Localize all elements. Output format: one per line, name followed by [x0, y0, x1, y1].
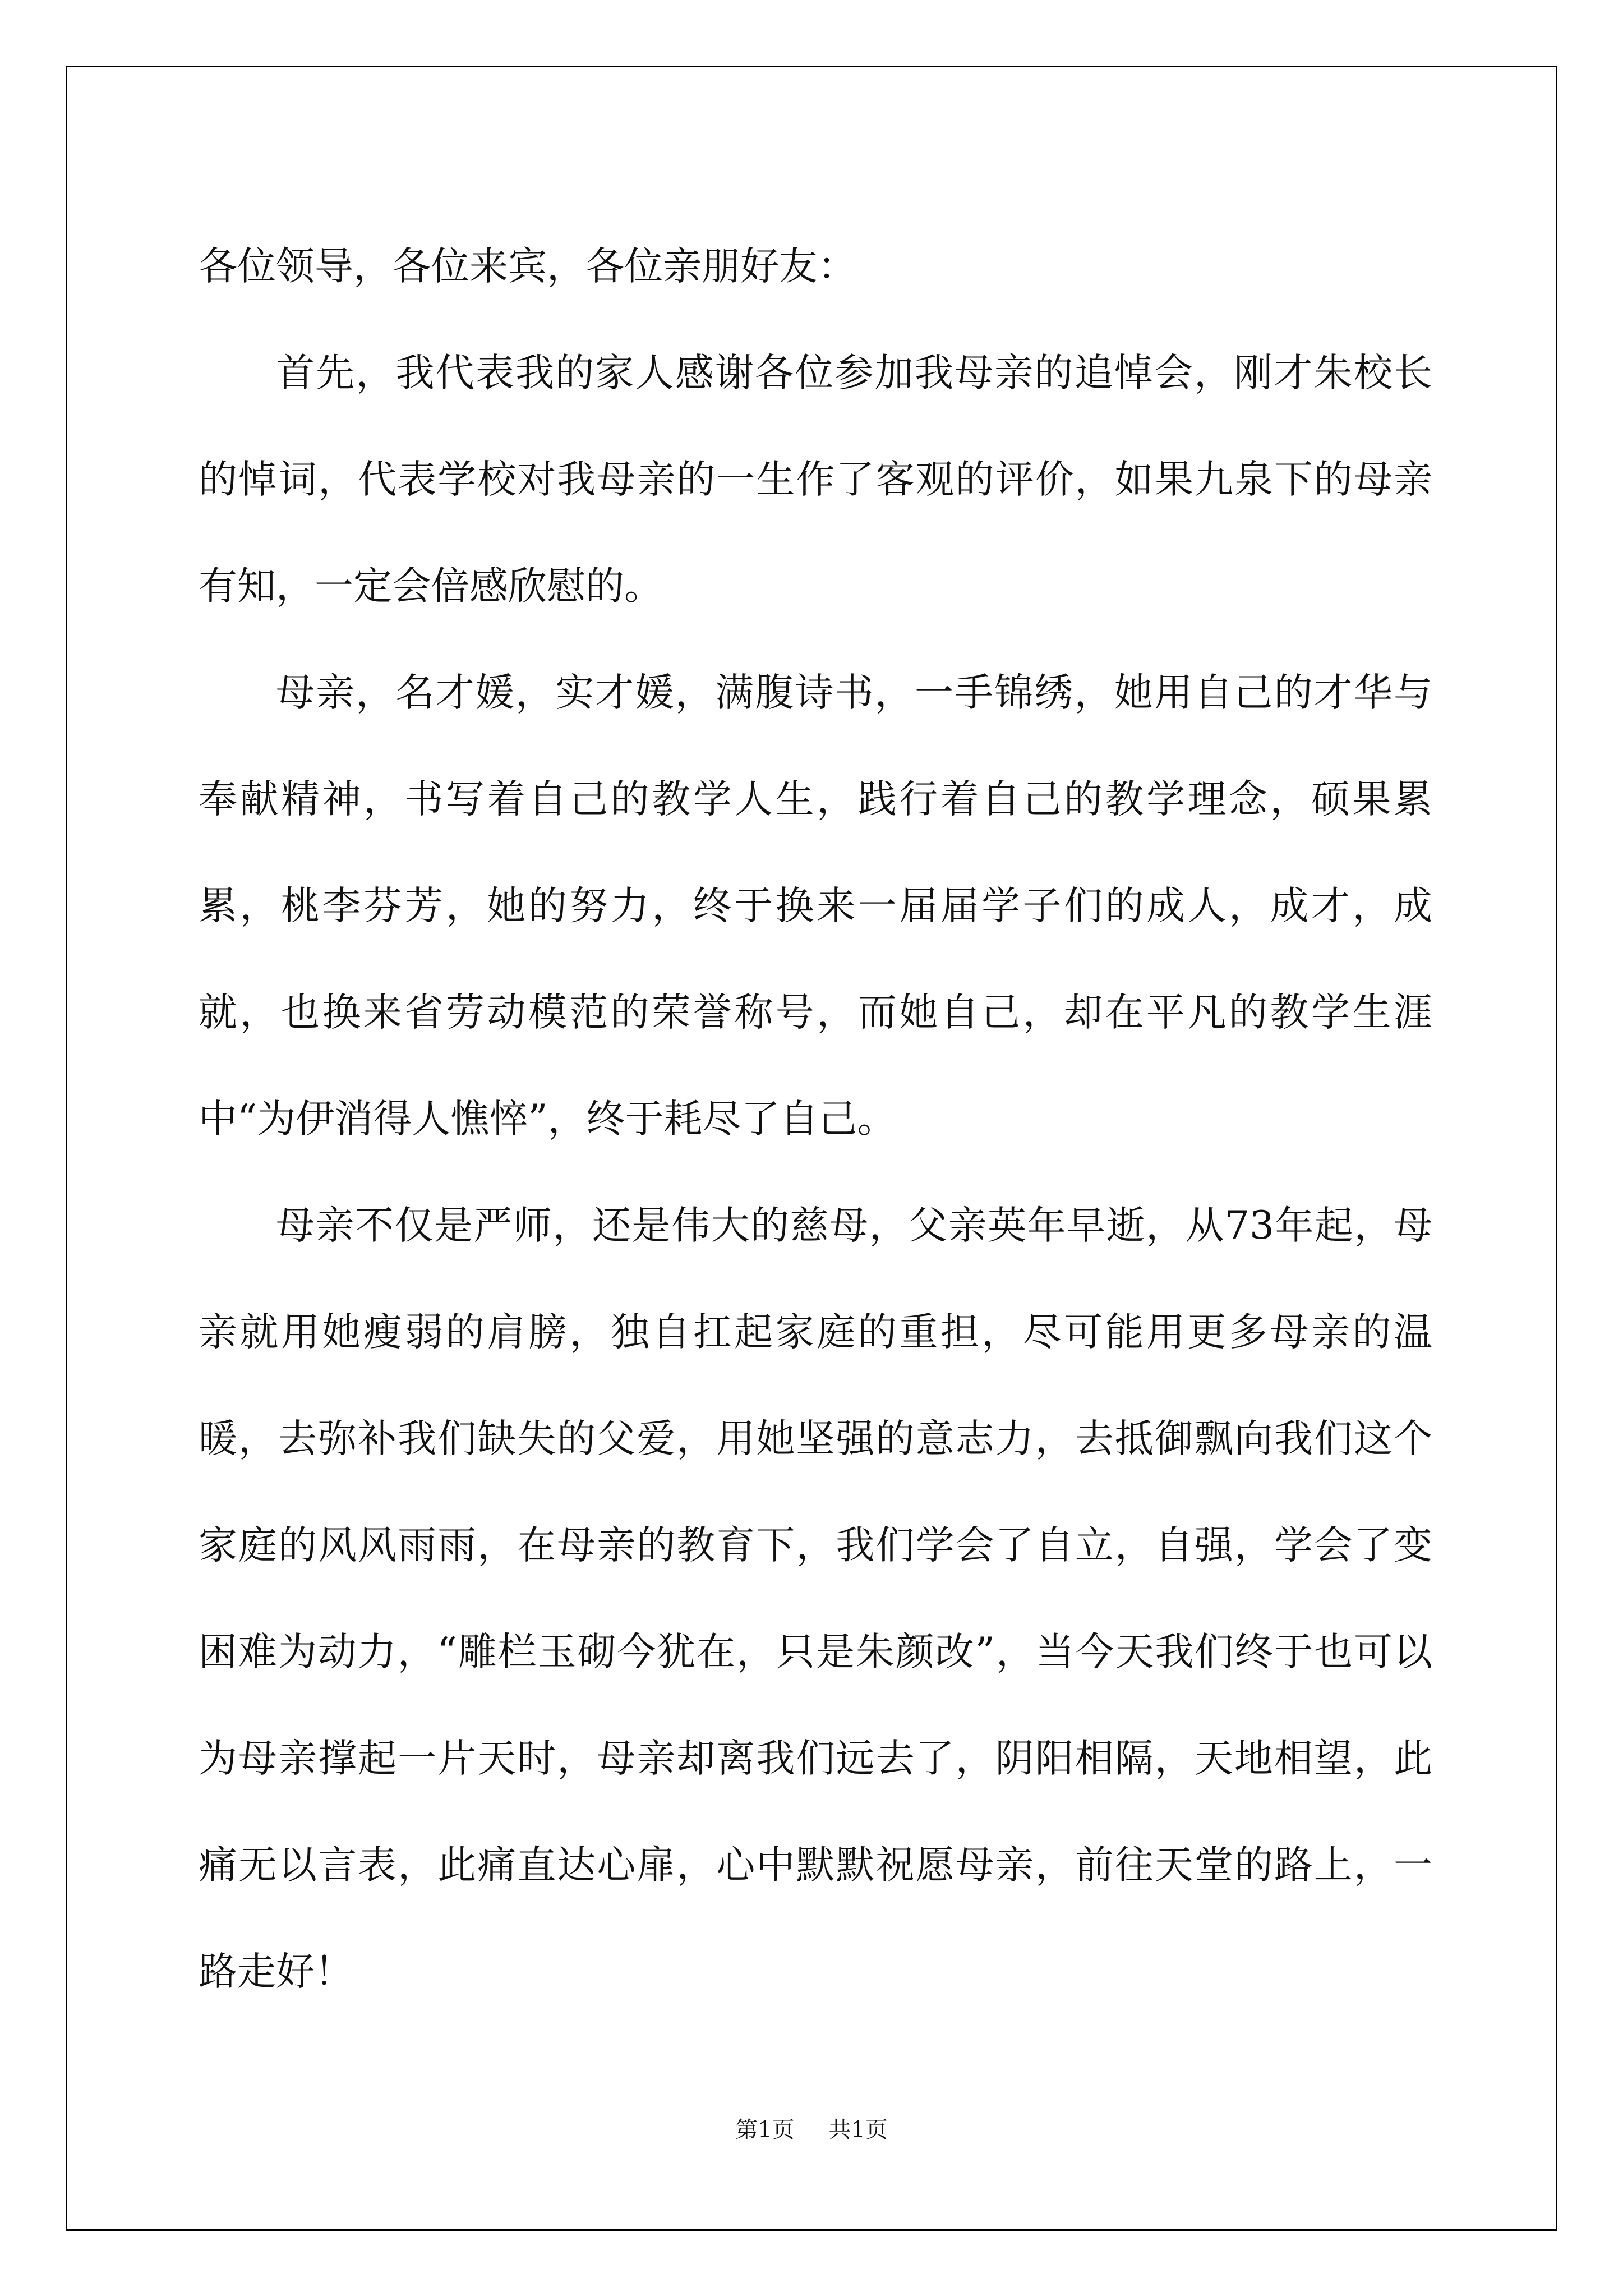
- document-body: [199, 213, 1432, 2025]
- paragraph-3: 母亲不仅是严师，还是伟大的慈母，父亲英年早逝，从73年起，母亲就用她瘦弱的肩膀，独自扛起家庭的重担，尽可能用更多母亲的温暖，去弥补我们缺失的父爱，用她坚强的意志力，去抵御飘向我们这个家庭的风风雨雨，在母亲的教育下，我们学会了自立，自强，学会了变困难为动力，“雕栏玉砌今犹在，只是朱颜改”，当今天我们终于也可以为母亲撑起一片天时，母亲却离我们远去了，阴阳相隔，天地相望，此痛无以言表，此痛直达心扉，心中默默祝愿母亲，前往天堂的路上，一路走好！: [199, 1203, 1432, 1994]
- page-total: 共1页: [828, 2117, 888, 2143]
- paragraph-1: 首先，我代表我的家人感谢各位参加我母亲的追悼会，刚才朱校长的悼词，代表学校对我母亲的一生作了客观的评价，如果九泉下的母亲有知，一定会倍感欣慰的。: [199, 351, 1432, 609]
- salutation: 各位领导，各位来宾，各位亲朋好友：: [199, 244, 856, 289]
- paragraph-2: 母亲，名才媛，实才媛，满腹诗书，一手锦绣，她用自己的才华与奉献精神，书写着自己的教学人生，践行着自己的教学理念，硕果累累，桃李芬芳，她的努力，终于换来一届届学子们的成人，成才，成就，也换来省劳动模范的荣誉称号，而她自己，却在平凡的教学生涯中“为伊消得人憔悴”，终于耗尽了自己。: [199, 670, 1432, 1142]
- page-footer: [0, 2112, 1623, 2144]
- page-number: 第1页: [735, 2117, 795, 2143]
